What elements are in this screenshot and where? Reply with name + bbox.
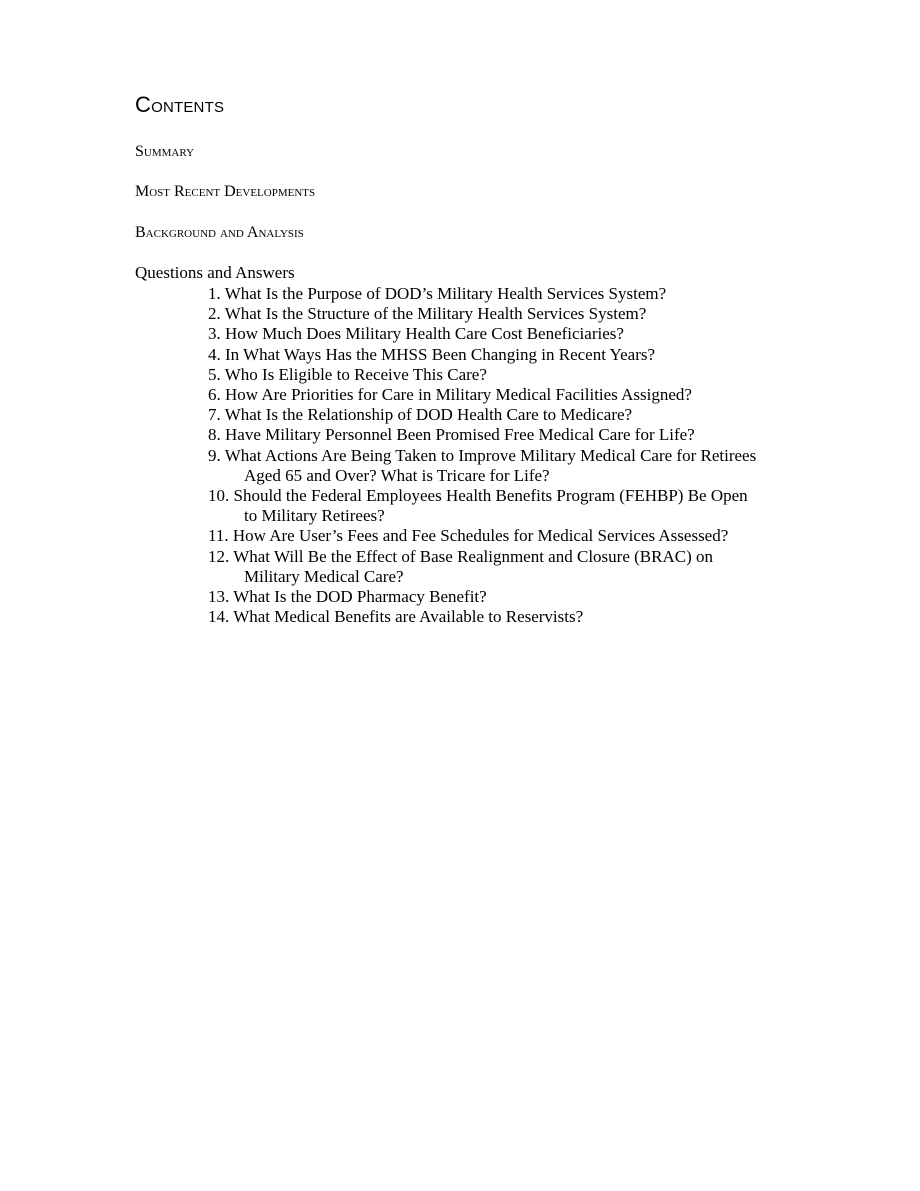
question-item	[208, 486, 785, 526]
question-item	[208, 425, 785, 445]
question-text: Should the Federal Employees Health Benefits Program (FEHBP) Be Open	[233, 486, 748, 506]
question-text: What Actions Are Being Taken to Improve Military Medical Care for Retirees	[224, 445, 757, 465]
question-item	[208, 345, 785, 365]
question-text: How Are User’s Fees and Fee Schedules for Medical Services Assessed?	[232, 526, 729, 546]
question-number: 8.	[208, 425, 221, 445]
contents-heading: Contents	[135, 92, 225, 117]
toc-entry-questions-and-answers: Questions and Answers	[135, 263, 295, 282]
question-item	[208, 526, 785, 546]
question-number: 13.	[208, 587, 230, 607]
toc-entry-summary: Summary	[135, 143, 195, 160]
question-number: 6.	[208, 385, 221, 405]
toc-entry-most-recent-developments: Most Recent Developments	[135, 183, 316, 200]
question-text: What Is the Structure of the Military Health Services System?	[224, 304, 647, 324]
question-item	[208, 405, 785, 425]
question-text-continuation: Military Medical Care?	[244, 566, 404, 586]
question-text: How Much Does Military Health Care Cost Beneficiaries?	[225, 324, 624, 344]
question-number: 10.	[208, 486, 230, 506]
question-number: 4.	[208, 344, 221, 364]
question-number: 12.	[208, 546, 230, 566]
question-number: 9.	[208, 445, 221, 465]
question-text: In What Ways Has the MHSS Been Changing in Recent Years?	[225, 344, 656, 364]
question-text: What Will Be the Effect of Base Realignment and Closure (BRAC) on	[233, 546, 713, 566]
question-item	[208, 284, 785, 304]
question-text: Who Is Eligible to Receive This Care?	[224, 364, 487, 384]
question-item	[208, 607, 785, 627]
question-item	[208, 547, 785, 587]
question-text: How Are Priorities for Care in Military Medical Facilities Assigned?	[225, 385, 692, 405]
toc-entry-background-and-analysis: Background and Analysis	[135, 224, 304, 241]
question-number: 2.	[208, 304, 221, 324]
question-number: 3.	[208, 324, 221, 344]
question-item	[208, 324, 785, 344]
question-text-continuation: Aged 65 and Over? What is Tricare for Life?	[244, 465, 550, 485]
question-number: 7.	[208, 405, 221, 425]
question-text-continuation: to Military Retirees?	[244, 506, 385, 526]
question-number: 14.	[208, 607, 230, 627]
question-number: 11.	[208, 526, 229, 546]
question-item	[208, 385, 785, 405]
question-item	[208, 304, 785, 324]
question-number: 1.	[208, 284, 221, 303]
questions-list	[208, 284, 785, 627]
question-item	[208, 587, 785, 607]
question-item	[208, 365, 785, 385]
question-text: What Is the Relationship of DOD Health Care to Medicare?	[224, 405, 633, 425]
question-text: Have Military Personnel Been Promised Free Medical Care for Life?	[225, 425, 695, 445]
question-text: What Is the Purpose of DOD’s Military Health Services System?	[224, 284, 667, 303]
question-text: What Is the DOD Pharmacy Benefit?	[233, 587, 487, 607]
question-item	[208, 446, 785, 486]
question-text: What Medical Benefits are Available to Reservists?	[233, 607, 584, 627]
question-number: 5.	[208, 364, 221, 384]
